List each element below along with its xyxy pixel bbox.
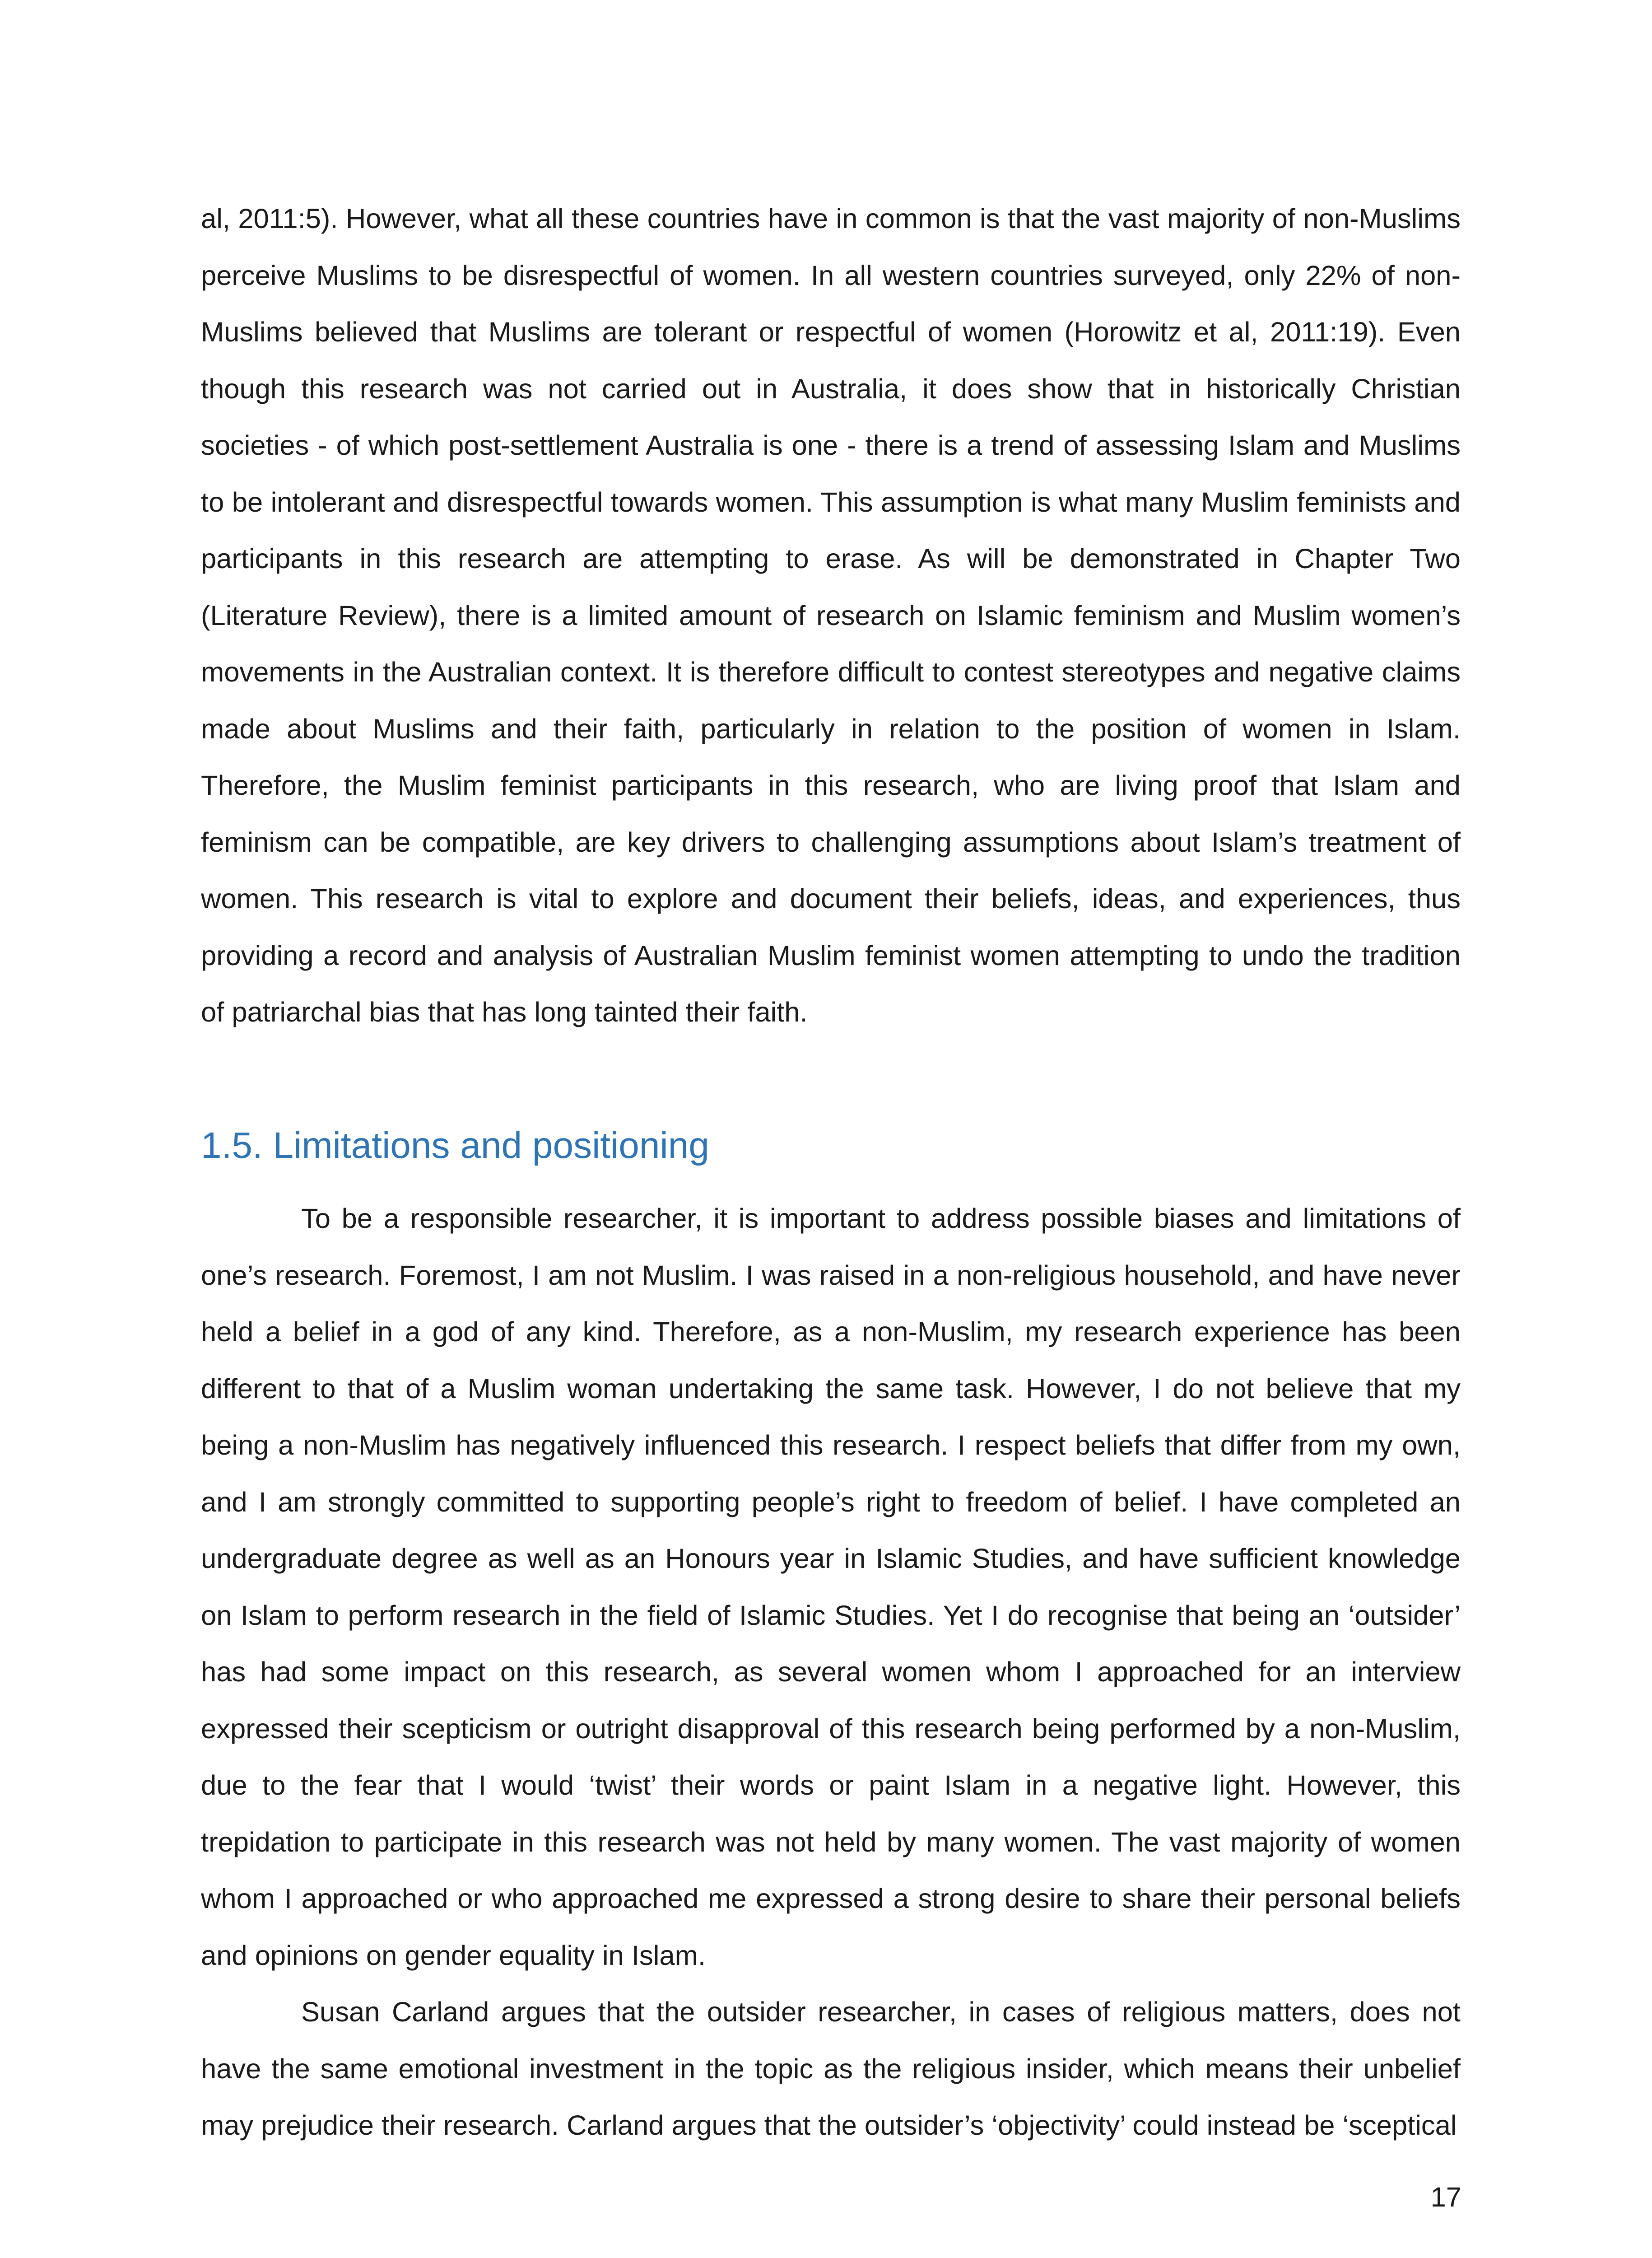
paragraph-continuation: al, 2011:5). However, what all these countries have in common is that the vast majority of non-Muslims perceive Muslims to be disrespectful of women. In all western countries surveyed, only 22% of non-Muslims believed that Muslims are tolerant or respectful of women (Horowitz et al, 2011:19). Even though this research was not carried out in Australia, it does show that in historically Christian societies - of which post-settlement Australia is one - there is a trend of assessing Islam and Muslims to be intolerant and disrespectful towards women. This assumption is what many Muslim feminists and participants in this research are attempting to erase. As will be demonstrated in Chapter Two (Literature Review), there is a limited amount of research on Islamic feminism and Muslim women’s movements in the Australian context. It is therefore difficult to contest stereotypes and negative claims made about Muslims and their faith, particularly in relation to the position of women in Islam. Therefore, the Muslim feminist participants in this research, who are living proof that Islam and feminism can be compatible, are key drivers to challenging assumptions about Islam’s treatment of women. This research is vital to explore and document their beliefs, ideas, and experiences, thus providing a record and analysis of Australian Muslim feminist women attempting to undo the tradition of patriarchal bias that has long tainted their faith. [201, 203, 1461, 1028]
paragraph-carland: Susan Carland argues that the outsider researcher, in cases of religious matters, does not have the same emotional investment in the topic as the religious insider, which means their unbelief may prejudice their research. Carland argues that the outsider’s ‘objectivity’ could instead be ‘sceptical [201, 1997, 1461, 2141]
paragraph-limitations: To be a responsible researcher, it is important to address possible biases and limitations of one’s research. Foremost, I am not Muslim. I was raised in a non-religious household, and have never held a belief in a god of any kind. Therefore, as a non-Muslim, my research experience has been different to that of a Muslim woman undertaking the same task. However, I do not believe that my being a non-Muslim has negatively influenced this research. I respect beliefs that differ from my own, and I am strongly committed to supporting people’s right to freedom of belief. I have completed an undergraduate degree as well as an Honours year in Islamic Studies, and have sufficient knowledge on Islam to perform research in the field of Islamic Studies. Yet I do recognise that being an ‘outsider’ has had some impact on this research, as several women whom I approached for an interview expressed their scepticism or outright disapproval of this research being performed by a non-Muslim, due to the fear that I would ‘twist’ their words or paint Islam in a negative light. However, this trepidation to participate in this research was not held by many women. The vast majority of women whom I approached or who approached me expressed a strong desire to share their personal beliefs and opinions on gender equality in Islam. [201, 1203, 1461, 1971]
page-number: 17 [1430, 2182, 1461, 2213]
body-text-top [201, 191, 1461, 1041]
section-heading: 1.5. Limitations and positioning [201, 1125, 709, 1166]
body-text-section [201, 1190, 1461, 2154]
